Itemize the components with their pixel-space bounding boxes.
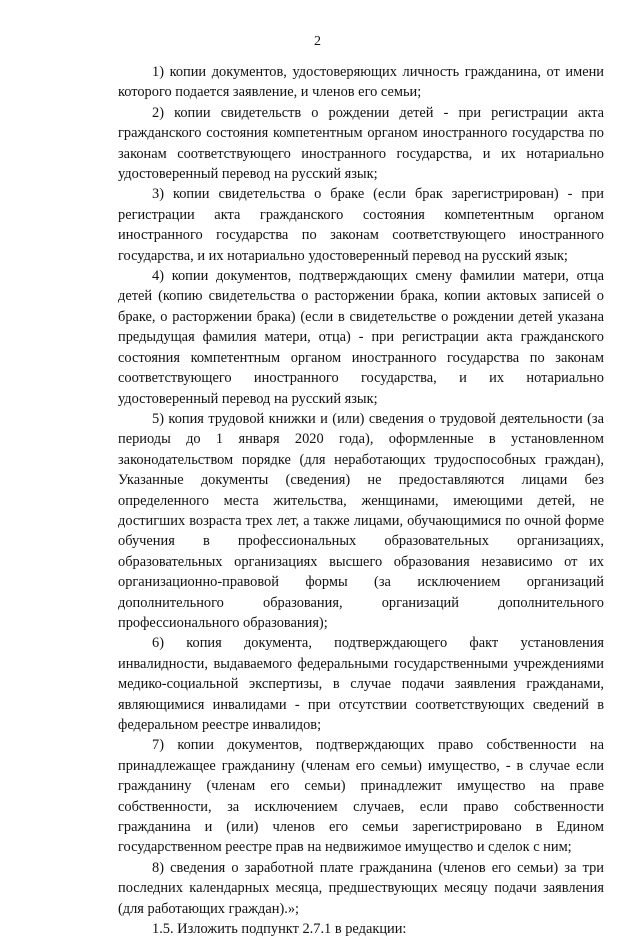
page-number: 2 — [314, 34, 321, 49]
document-body — [118, 62, 604, 939]
list-item-7: 7) копии документов, подтверждающих право собственности на принадлежащее гражданину (членам его семьи) имущество, - в случае если гражданину (членам его семьи) принадлежит имущество на праве собственности, за исключением случаев, если право собственности гражданина и (или) членов его семьи зарегистрировано в Едином государственном реестре прав на недвижимое имущество и сделок с ним; — [118, 737, 604, 856]
list-item-6: 6) копия документа, подтверждающего факт установления инвалидности, выдаваемого федеральными государственными учреждениями медико-социальной экспертизы, в случае подачи заявления гражданами, являющимися инвалидами - при отсутствии соответствующих сведений в федеральном реестре инвалидов; — [118, 635, 604, 733]
list-item-3: 3) копии свидетельства о браке (если брак зарегистрирован) - при регистрации акта гражданского состояния компетентным органом иностранного государства по законам соответствующего иностранного государства, и их нотариально удостоверенный перевод на русский язык; — [118, 186, 604, 264]
list-item-2: 2) копии свидетельств о рождении детей - при регистрации акта гражданского состояния компетентным органом иностранного государства по законам соответствующего иностранного государства, и их нотариально удостоверенный перевод на русский язык; — [118, 104, 604, 183]
section-1-5-heading: 1.5. Изложить подпункт 2.7.1 в редакции: — [152, 921, 407, 938]
list-item-5: 5) копия трудовой книжки и (или) сведения о трудовой деятельности (за периоды до 1 января 2020 года), оформленные в установленном законодательством порядке (для неработающих трудоспособных граждан), Указанные документы (сведения) не предоставляются лицами без определенного места жительства, женщинами, имеющими детей, не достигших возраста трех лет, а также лицами, обучающимися по очной форме обучения в профессиональных образовательных организациях, образовательных организациях высшего образования независимо от их организационно-правовой формы (за исключением организаций дополнительного образования, организаций дополнительного профессионального образования); — [118, 410, 604, 631]
list-item-8: 8) сведения о заработной плате гражданина (членов его семьи) за три последних календарных месяца, предшествующих месяцу подачи заявления (для работающих граждан).»; — [118, 859, 604, 917]
list-item-4: 4) копии документов, подтверждающих смену фамилии матери, отца детей (копию свидетельства о расторжении брака, копии актовых записей о браке, о расторжении брака) (если в свидетельстве о рождении детей указана предыдущая фамилия матери, отца) - при регистрации акта гражданского состояния компетентным органом иностранного государства по законам соответствующего иностранного государства, и их нотариально удостоверенный перевод на русский язык; — [118, 268, 604, 407]
list-item-1: 1) копии документов, удостоверяющих личность гражданина, от имени которого подается заявление, и членов его семьи; — [118, 64, 604, 101]
